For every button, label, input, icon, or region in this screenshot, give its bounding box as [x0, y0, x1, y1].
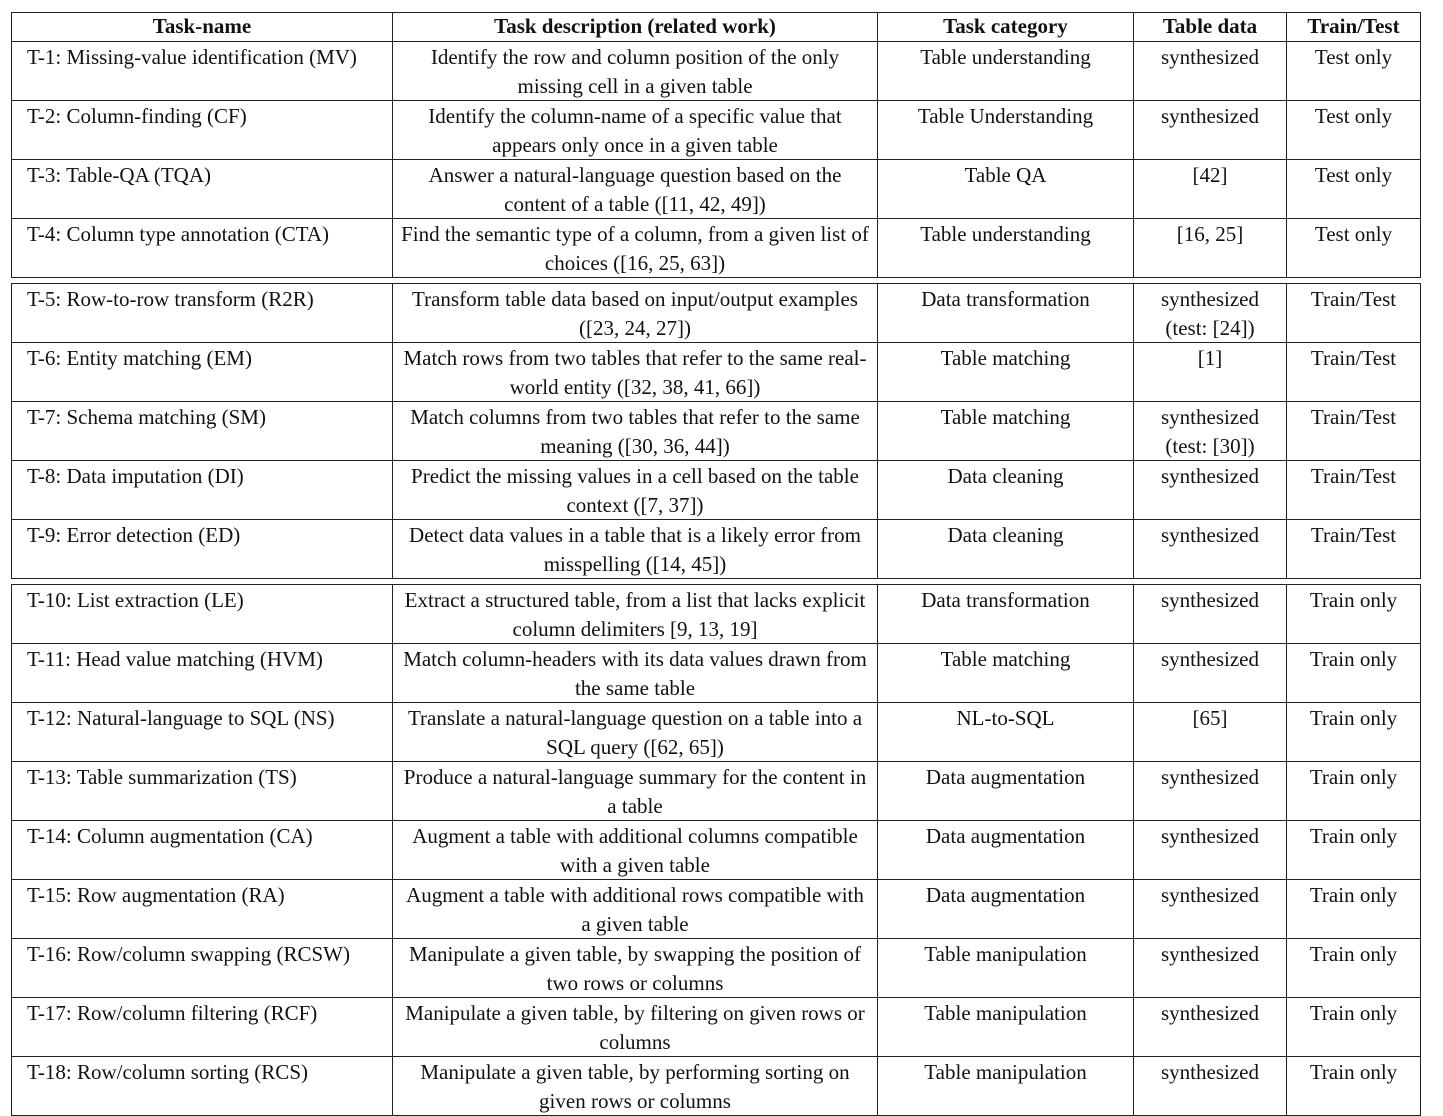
- task-description-cell: Answer a natural-language question based on the content of a table ([11, 42, 49]): [393, 160, 878, 219]
- header-train-test: Train/Test: [1287, 13, 1421, 42]
- task-category-cell: Data augmentation: [878, 762, 1134, 821]
- table-row: [12, 762, 1421, 821]
- table-data-cell: synthesized: [1134, 762, 1287, 821]
- train-test-cell: Test only: [1287, 219, 1421, 278]
- table-data-cell: synthesized: [1134, 880, 1287, 939]
- task-description-cell: Manipulate a given table, by filtering on given rows or columns: [393, 998, 878, 1057]
- task-category-cell: Data transformation: [878, 284, 1134, 343]
- table-data-cell: [1]: [1134, 343, 1287, 402]
- task-description-cell: Match column-headers with its data values drawn from the same table: [393, 644, 878, 703]
- table-row: [12, 42, 1421, 101]
- header-task-name: Task-name: [12, 13, 393, 42]
- table-row: [12, 160, 1421, 219]
- task-name-cell: T-13: Table summarization (TS): [12, 762, 393, 821]
- task-name-cell: T-15: Row augmentation (RA): [12, 880, 393, 939]
- table-row: [12, 1057, 1421, 1116]
- table-row: [12, 343, 1421, 402]
- task-name-cell: T-12: Natural-language to SQL (NS): [12, 703, 393, 762]
- task-category-cell: Data augmentation: [878, 821, 1134, 880]
- task-name-cell: T-6: Entity matching (EM): [12, 343, 393, 402]
- task-category-cell: Data cleaning: [878, 461, 1134, 520]
- train-test-cell: Train/Test: [1287, 461, 1421, 520]
- task-category-cell: Table matching: [878, 343, 1134, 402]
- train-test-cell: Train/Test: [1287, 402, 1421, 461]
- table-data-cell: synthesized: [1134, 821, 1287, 880]
- task-description-cell: Predict the missing values in a cell based on the table context ([7, 37]): [393, 461, 878, 520]
- table-data-cell: synthesized: [1134, 939, 1287, 998]
- task-category-cell: Table manipulation: [878, 1057, 1134, 1116]
- task-name-cell: T-9: Error detection (ED): [12, 520, 393, 579]
- task-description-cell: Identify the row and column position of the only missing cell in a given table: [393, 42, 878, 101]
- task-description-cell: Transform table data based on input/output examples ([23, 24, 27]): [393, 284, 878, 343]
- train-test-cell: Train only: [1287, 703, 1421, 762]
- task-name-cell: T-11: Head value matching (HVM): [12, 644, 393, 703]
- train-test-cell: Train only: [1287, 644, 1421, 703]
- train-test-cell: Train only: [1287, 939, 1421, 998]
- task-name-cell: T-16: Row/column swapping (RCSW): [12, 939, 393, 998]
- task-description-cell: Detect data values in a table that is a likely error from misspelling ([14, 45]): [393, 520, 878, 579]
- task-name-cell: T-7: Schema matching (SM): [12, 402, 393, 461]
- header-table-data: Table data: [1134, 13, 1287, 42]
- task-name-cell: T-18: Row/column sorting (RCS): [12, 1057, 393, 1116]
- train-test-cell: Test only: [1287, 101, 1421, 160]
- task-description-cell: Translate a natural-language question on a table into a SQL query ([62, 65]): [393, 703, 878, 762]
- header-task-category: Task category: [878, 13, 1134, 42]
- table-row: [12, 101, 1421, 160]
- task-category-cell: Table matching: [878, 644, 1134, 703]
- train-test-cell: Train/Test: [1287, 284, 1421, 343]
- train-test-cell: Train only: [1287, 762, 1421, 821]
- table-data-cell: synthesized: [1134, 585, 1287, 644]
- train-test-cell: Train only: [1287, 821, 1421, 880]
- task-table: [11, 12, 1421, 1116]
- table-row: [12, 998, 1421, 1057]
- task-category-cell: Data augmentation: [878, 880, 1134, 939]
- task-description-cell: Augment a table with additional rows compatible with a given table: [393, 880, 878, 939]
- table-row: [12, 520, 1421, 579]
- table-data-cell: synthesized: [1134, 520, 1287, 579]
- table-row: [12, 219, 1421, 278]
- train-test-cell: Train/Test: [1287, 520, 1421, 579]
- task-name-cell: T-10: List extraction (LE): [12, 585, 393, 644]
- task-name-cell: T-17: Row/column filtering (RCF): [12, 998, 393, 1057]
- table-data-cell: [16, 25]: [1134, 219, 1287, 278]
- train-test-cell: Test only: [1287, 160, 1421, 219]
- task-name-cell: T-4: Column type annotation (CTA): [12, 219, 393, 278]
- train-test-cell: Train only: [1287, 1057, 1421, 1116]
- task-description-cell: Extract a structured table, from a list that lacks explicit column delimiters [9, 13, 19]: [393, 585, 878, 644]
- task-table-body: [12, 42, 1421, 1116]
- train-test-cell: Train only: [1287, 585, 1421, 644]
- table-data-cell: [42]: [1134, 160, 1287, 219]
- task-name-cell: T-5: Row-to-row transform (R2R): [12, 284, 393, 343]
- table-data-cell: synthesized: [1134, 42, 1287, 101]
- train-test-cell: Train/Test: [1287, 343, 1421, 402]
- task-description-cell: Match columns from two tables that refer to the same meaning ([30, 36, 44]): [393, 402, 878, 461]
- task-category-cell: NL-to-SQL: [878, 703, 1134, 762]
- table-row: [12, 644, 1421, 703]
- table-row: [12, 284, 1421, 343]
- task-description-cell: Identify the column-name of a specific value that appears only once in a given table: [393, 101, 878, 160]
- table-row: [12, 880, 1421, 939]
- table-data-cell: synthesized (test: [30]): [1134, 402, 1287, 461]
- task-category-cell: Table matching: [878, 402, 1134, 461]
- table-row: [12, 703, 1421, 762]
- table-row: [12, 461, 1421, 520]
- task-name-cell: T-8: Data imputation (DI): [12, 461, 393, 520]
- train-test-cell: Train only: [1287, 880, 1421, 939]
- header-task-description: Task description (related work): [393, 13, 878, 42]
- table-row: [12, 939, 1421, 998]
- task-category-cell: Table manipulation: [878, 939, 1134, 998]
- task-category-cell: Table manipulation: [878, 998, 1134, 1057]
- table-data-cell: synthesized: [1134, 644, 1287, 703]
- header-row: [12, 13, 1421, 42]
- task-description-cell: Manipulate a given table, by performing sorting on given rows or columns: [393, 1057, 878, 1116]
- table-row: [12, 821, 1421, 880]
- table-data-cell: synthesized (test: [24]): [1134, 284, 1287, 343]
- table-data-cell: [65]: [1134, 703, 1287, 762]
- task-description-cell: Augment a table with additional columns compatible with a given table: [393, 821, 878, 880]
- task-category-cell: Table QA: [878, 160, 1134, 219]
- task-category-cell: Table Understanding: [878, 101, 1134, 160]
- task-category-cell: Table understanding: [878, 219, 1134, 278]
- task-description-cell: Match rows from two tables that refer to the same real-world entity ([32, 38, 41, 66]): [393, 343, 878, 402]
- train-test-cell: Train only: [1287, 998, 1421, 1057]
- task-name-cell: T-14: Column augmentation (CA): [12, 821, 393, 880]
- task-description-cell: Produce a natural-language summary for the content in a table: [393, 762, 878, 821]
- task-description-cell: Manipulate a given table, by swapping the position of two rows or columns: [393, 939, 878, 998]
- train-test-cell: Test only: [1287, 42, 1421, 101]
- task-name-cell: T-3: Table-QA (TQA): [12, 160, 393, 219]
- task-category-cell: Data cleaning: [878, 520, 1134, 579]
- task-description-cell: Find the semantic type of a column, from a given list of choices ([16, 25, 63]): [393, 219, 878, 278]
- table-data-cell: synthesized: [1134, 1057, 1287, 1116]
- task-name-cell: T-1: Missing-value identification (MV): [12, 42, 393, 101]
- task-category-cell: Data transformation: [878, 585, 1134, 644]
- table-data-cell: synthesized: [1134, 461, 1287, 520]
- task-name-cell: T-2: Column-finding (CF): [12, 101, 393, 160]
- table-data-cell: synthesized: [1134, 101, 1287, 160]
- table-data-cell: synthesized: [1134, 998, 1287, 1057]
- task-table-container: [11, 12, 1420, 1116]
- table-row: [12, 585, 1421, 644]
- table-row: [12, 402, 1421, 461]
- task-category-cell: Table understanding: [878, 42, 1134, 101]
